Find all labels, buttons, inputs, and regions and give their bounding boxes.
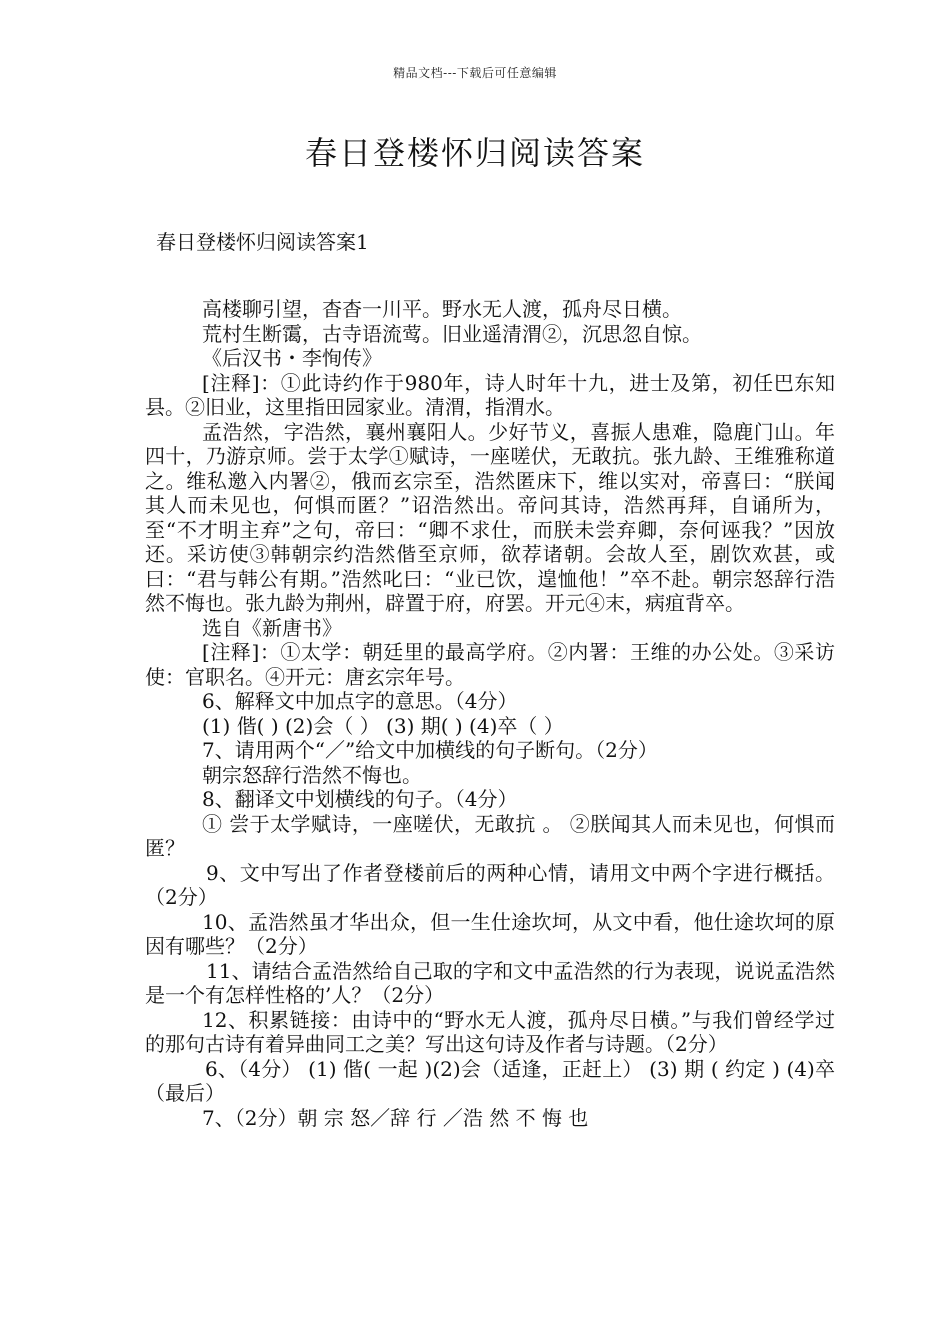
answer-6: 6、（4分） (1) 偕( 一起 )(2)会（适逢，正赶上） (3) 期 ( 约定 ) (4)卒（最后） — [145, 1056, 835, 1105]
poem-source: 《后汉书・李恂传》 — [202, 346, 382, 370]
question-10: 10、孟浩然虽才华出众，但一生仕途坎坷，从文中看，他仕途坎坷的原因有哪些？（2分） — [145, 909, 835, 958]
page-title: 春日登楼怀归阅读答案 — [304, 134, 645, 172]
question-12: 12、积累链接：由诗中的“野水无人渡，孤舟尽日横。”与我们曾经学过的那句古诗有着异曲同工之美？写出这句诗及作者与诗题。（2分） — [145, 1007, 835, 1056]
question-6-items: (1) 偕( ) (2)会（ ） (3) 期( ) (4)卒（ ） — [202, 713, 564, 738]
prose-notes: [注释]：①太学：朝廷里的最高学府。②内署：王维的办公处。③采访使：官职名。④开元：唐玄宗年号。 — [145, 640, 835, 689]
poem-line-2: 荒村生断霭，古寺语流莺。旧业遥清渭②，沉思忽自惊。 — [202, 321, 702, 346]
question-7-sentence: 朝宗怒辞行浩然不悔也。 — [202, 762, 422, 787]
document-body — [145, 297, 835, 1130]
prose-passage: 孟浩然，字浩然，襄州襄阳人。少好节义，喜振人患难，隐鹿门山。年四十，乃游京师。尝于太学①赋诗，一座嗟伏，无敢抗。张九龄、王维雅称道之。维私邀入内署②，俄而玄宗至，浩然匿床下，维以实对，帝喜曰：“朕闻其人而未见也，何惧而匿？”诏浩然出。帝问其诗，浩然再拜，自诵所为，至“不才明主弃”之句，帝曰：“卿不求仕，而朕未尝弃卿，奈何诬我？”因放还。采访使③韩朝宗约浩然偕至京师，欲荐诸朝。会故人至，剧饮欢甚，或曰：“君与韩公有期。”浩然叱曰：“业已饮，遑恤他！”卒不赴。朝宗怒辞行浩然不悔也。张九龄为荆州，辟置于府，府罢。开元④末，病疽背卒。 — [145, 419, 835, 615]
poem-line-1: 高楼聊引望，杳杳一川平。野水无人渡，孤舟尽日横。 — [202, 297, 682, 321]
section-subtitle: 春日登楼怀归阅读答案1 — [156, 230, 369, 254]
poem-notes: [注释]：①此诗约作于980年，诗人时年十九，进士及第，初任巴东知县。②旧业，这里指田园家业。清渭，指渭水。 — [145, 370, 835, 419]
page-header: 精品文档---下载后可任意编辑 — [393, 66, 557, 80]
question-6: 6、解释文中加点字的意思。（4分） — [202, 689, 518, 713]
question-9: 9、文中写出了作者登楼前后的两种心情，请用文中两个字进行概括。（2分） — [145, 860, 835, 909]
question-7: 7、请用两个“／”给文中加横线的句子断句。（2分） — [202, 738, 658, 762]
question-8: 8、翻译文中划横线的句子。（4分） — [202, 787, 518, 811]
question-11: 11、请结合孟浩然给自己取的字和文中孟浩然的行为表现，说说孟浩然是一个有怎样性格的’人？（2分） — [145, 958, 835, 1007]
question-8-items: ① 尝于太学赋诗，一座嗟伏，无敢抗 。 ②朕闻其人而未见也，何惧而匿？ — [145, 811, 835, 860]
prose-source: 选自《新唐书》 — [202, 615, 342, 640]
answer-7: 7、（2分）朝 宗 怒／辞 行 ／浩 然 不 悔 也 — [202, 1105, 589, 1130]
